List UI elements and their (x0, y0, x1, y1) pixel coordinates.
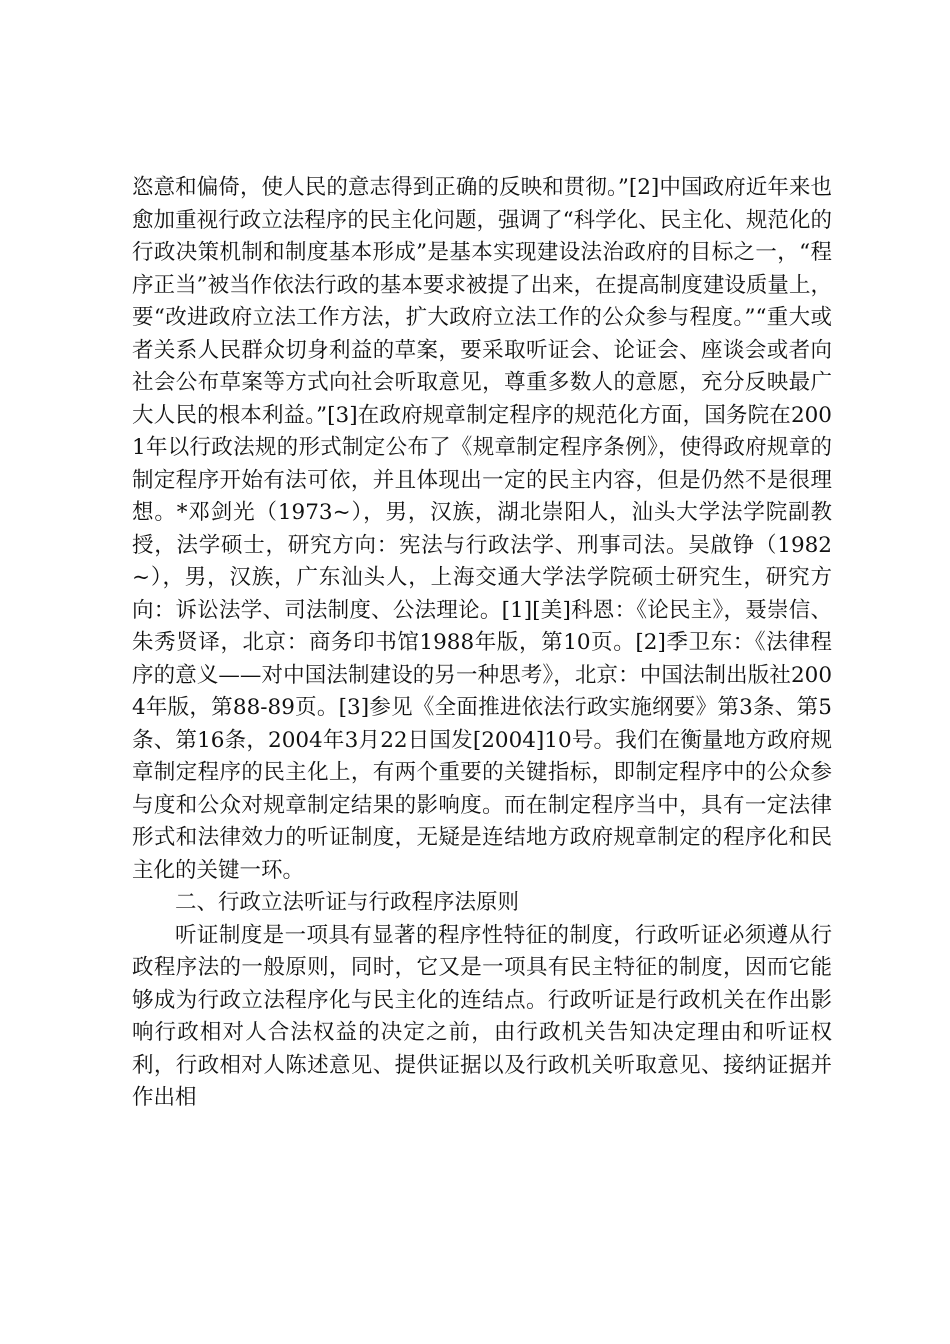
body-paragraph: 恣意和偏倚，使人民的意志得到正确的反映和贯彻。”[2]中国政府近年来也愈加重视行政立法程序的民主化问题，强调了“科学化、民主化、规范化的行政决策机制和制度基本形成”是基本实现建设法治政府的目标之一，“程序正当”被当作依法行政的基本要求被提了出来，在提高制度建设质量上，要“改进政府立法工作方法，扩大政府立法工作的公众参与程度。”“重大或者关系人民群众切身利益的草案，要采取听证会、论证会、座谈会或者向社会公布草案等方式向社会听取意见，尊重多数人的意愿，充分反映最广大人民的根本利益。”[3]在政府规章制定程序的规范化方面，国务院在2001年以行政法规的形式制定公布了《规章制定程序条例》，使得政府规章的制定程序开始有法可依，并且体现出一定的民主内容，但是仍然不是很理想。*邓剑光（1973~），男，汉族，湖北崇阳人，汕头大学法学院副教授，法学硕士，研究方向：宪法与行政法学、刑事司法。吴啟铮（1982~），男，汉族，广东汕头人，上海交通大学法学院硕士研究生，研究方向：诉讼法学、司法制度、公法理论。[1][美]科恩：《论民主》，聂崇信、朱秀贤译，北京：商务印书馆1988年版，第10页。[2]季卫东：《法律程序的意义——对中国法制建设的另一种思考》，北京：中国法制出版社2004年版，第88-89页。[3]参见《全面推进依法行政实施纲要》第3条、第5条、第16条，2004年3月22日国发[2004]10号。我们在衡量地方政府规章制定程序的民主化上，有两个重要的关键指标，即制定程序中的公众参与度和公众对规章制定结果的影响度。而在制定程序当中，具有一定法律形式和法律效力的听证制度，无疑是连结地方政府规章制定的程序化和民主化的关键一环。 (132, 175, 832, 883)
section-heading: 二、行政立法听证与行政程序法原则 (175, 890, 520, 915)
body-paragraph-2: 听证制度是一项具有显著的程序性特征的制度，行政听证必须遵从行政程序法的一般原则，同时，它又是一项具有民主特征的制度，因而它能够成为行政立法程序化与民主化的连结点。行政听证是行政机关在作出影响行政相对人合法权益的决定之前，由行政机关告知决定理由和听证权利，行政相对人陈述意见、提供证据以及行政机关听取意见、接纳证据并作出相 (132, 922, 832, 1110)
document-page (132, 172, 832, 1115)
